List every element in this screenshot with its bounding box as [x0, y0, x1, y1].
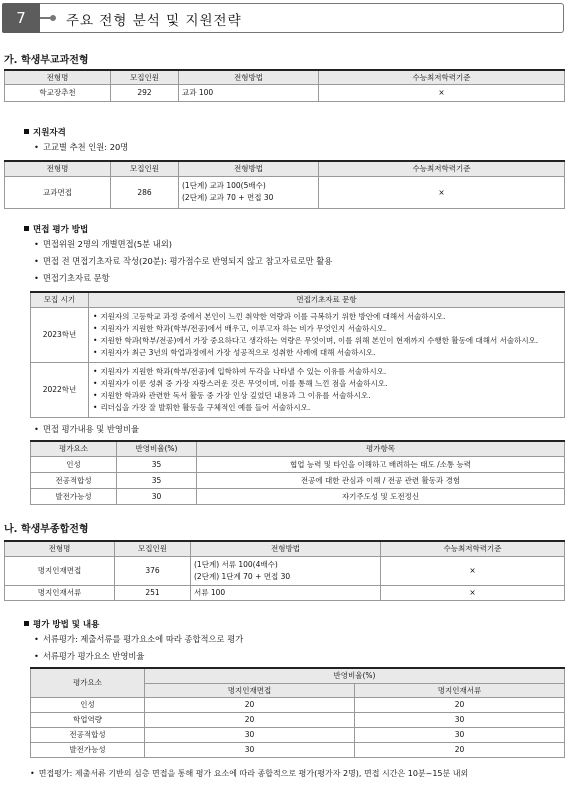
table-row	[31, 712, 565, 727]
table-row	[5, 585, 565, 600]
table-row	[31, 307, 565, 362]
bullet-item: • 면접위원 2명의 개별면접(5분 내외)	[34, 238, 172, 250]
cell-name: 학교장추천	[5, 84, 111, 101]
table-row	[5, 84, 565, 101]
table-row	[31, 697, 565, 712]
cell-percent: 30	[117, 488, 197, 504]
cell-name: 교과면접	[5, 176, 111, 208]
cell-value: 30	[145, 742, 355, 757]
interview-questions-table	[30, 291, 565, 418]
square-bullet-icon	[24, 621, 29, 626]
col-header: 명지인재면접	[145, 683, 355, 697]
bullet-item: • 면접 전 면접기초자료 작성(20분): 평가점수로 반영되지 않고 참고자료로만 활용	[34, 255, 332, 267]
cell-count: 286	[111, 176, 179, 208]
table-row	[31, 472, 565, 488]
cell-name: 명지인재서류	[5, 585, 115, 600]
cell-method: (1단계) 서류 100(4배수) (2단계) 1단계 70 + 면접 30	[191, 556, 381, 585]
cell-questions: • 지원자가 지원한 학과(학부/전공)에 입학하여 두각을 나타낼 수 있는 이유를 서술하시오. • 지원자가 이룬 성취 중 가장 자랑스러운 것은 무엇이며, 이를 통해 느낀 점을 서술하시오. • 지원한 학과와 관련한 독서 활동 중 가장 인상 깊었던 내용과 그 이유를 서술하시오. • 리더십을 가장 잘 발휘한 활동을 구체적인 예를 들어 서술하시오.	[89, 362, 565, 417]
table-row	[31, 362, 565, 417]
cell-percent: 35	[117, 456, 197, 472]
col-header: 모집인원	[111, 161, 179, 176]
cell-element: 전공적합성	[31, 472, 117, 488]
cell-method: 서류 100	[191, 585, 381, 600]
bullet-item: • 면접기초자료 문항	[34, 272, 110, 284]
table-row	[5, 556, 565, 585]
cell-min: ×	[381, 585, 565, 600]
chapter-number: 7	[2, 3, 40, 33]
col-header: 반영비율(%)	[117, 441, 197, 456]
cell-element: 인성	[31, 697, 145, 712]
cell-min: ×	[319, 84, 565, 101]
col-header: 전형방법	[179, 70, 319, 84]
cell-value: 30	[355, 727, 565, 742]
cell-element: 전공적합성	[31, 727, 145, 742]
interview-ratio-table	[30, 440, 565, 505]
bullet-item: • 서류평가 평가요소 반영비율	[34, 650, 144, 662]
square-bullet-icon	[24, 129, 29, 134]
cell-value: 20	[355, 742, 565, 757]
bullet-item: • 서류평가: 제출서류를 평가요소에 따라 종합적으로 평가	[34, 633, 243, 645]
col-header: 모집 시기	[31, 292, 89, 307]
col-header: 수능최저학력기준	[381, 541, 565, 556]
section-a-title: 가. 학생부교과전형	[4, 55, 89, 66]
col-header: 명지인재서류	[355, 683, 565, 697]
square-bullet-icon	[24, 226, 29, 231]
evaluation-heading: 평가 방법 및 내용	[24, 618, 99, 630]
cell-count: 292	[111, 84, 179, 101]
table-row	[31, 727, 565, 742]
bullet-item: • 면접평가: 제출서류 기반의 심층 면접을 통해 평가 요소에 따라 종합적으로 평가(평가자 2명), 면접 시간은 10분~15분 내외	[30, 768, 468, 779]
header-dot	[50, 15, 56, 21]
col-header: 반영비율(%)	[145, 668, 565, 683]
col-header: 평가항목	[197, 441, 565, 456]
col-header: 전형명	[5, 70, 111, 84]
table-row	[31, 488, 565, 504]
col-header: 모집인원	[115, 541, 191, 556]
col-header: 수능최저학력기준	[319, 70, 565, 84]
interview-heading: 면접 평가 방법	[24, 223, 88, 235]
cell-item: 전공에 대한 관심과 이해 / 전공 관련 활동과 경험	[197, 472, 565, 488]
section-a-table-2	[4, 160, 565, 209]
col-header: 평가요소	[31, 441, 117, 456]
section-b-table-1	[4, 540, 565, 601]
chapter-title: 주요 전형 분석 및 지원전략	[66, 13, 242, 29]
table-row	[5, 176, 565, 208]
col-header: 면접기초자료 문항	[89, 292, 565, 307]
cell-value: 20	[145, 712, 355, 727]
cell-value: 20	[145, 697, 355, 712]
bullet-item: • 면접 평가내용 및 반영비율	[34, 423, 139, 435]
col-header: 전형명	[5, 161, 111, 176]
cell-value: 30	[145, 727, 355, 742]
cell-value: 30	[355, 712, 565, 727]
document-ratio-table	[30, 667, 565, 758]
cell-element: 학업역량	[31, 712, 145, 727]
col-header: 전형명	[5, 541, 115, 556]
cell-questions: • 지원자의 고등학교 과정 중에서 본인이 느낀 취약한 역량과 이를 극복하기 위한 방안에 대해서 서술하시오. • 지원자가 지원한 학과(학부/전공)에서 배우고, 이루고자 하는 비가 무엇인지 서술하시오. • 지원한 학과(학부/전공)에서 가장 중요하다고 생각하는 역량은 무엇이며, 이를 위해 본인이 현재까지 수행한 활동에 대해서 서술하시오. • 지원자가 최근 3년의 학업과정에서 가장 성공적으로 성취한 사례에 대해 서술하시오.	[89, 307, 565, 362]
cell-element: 발전가능성	[31, 742, 145, 757]
section-a-table-1	[4, 69, 565, 102]
table-row	[31, 742, 565, 757]
cell-count: 251	[115, 585, 191, 600]
table-row	[31, 456, 565, 472]
cell-method: 교과 100	[179, 84, 319, 101]
col-header: 수능최저학력기준	[319, 161, 565, 176]
col-header: 전형방법	[191, 541, 381, 556]
bullet-item: • 고교별 추천 인원: 20명	[34, 141, 128, 153]
cell-item: 자기주도성 및 도전정신	[197, 488, 565, 504]
cell-min: ×	[381, 556, 565, 585]
section-b-title: 나. 학생부종합전형	[4, 524, 89, 535]
cell-count: 376	[115, 556, 191, 585]
cell-min: ×	[319, 176, 565, 208]
cell-value: 20	[355, 697, 565, 712]
cell-element: 인성	[31, 456, 117, 472]
cell-item: 협업 능력 및 타인을 이해하고 배려하는 태도 /소통 능력	[197, 456, 565, 472]
cell-year: 2023학년	[31, 307, 89, 362]
chapter-header	[2, 3, 564, 33]
cell-name: 명지인재면접	[5, 556, 115, 585]
cell-element: 발전가능성	[31, 488, 117, 504]
cell-method: (1단계) 교과 100(5배수) (2단계) 교과 70 + 면접 30	[179, 176, 319, 208]
qualification-heading: 지원자격	[24, 126, 66, 138]
cell-percent: 35	[117, 472, 197, 488]
col-header: 평가요소	[31, 668, 145, 697]
cell-year: 2022학년	[31, 362, 89, 417]
col-header: 모집인원	[111, 70, 179, 84]
col-header: 전형방법	[179, 161, 319, 176]
